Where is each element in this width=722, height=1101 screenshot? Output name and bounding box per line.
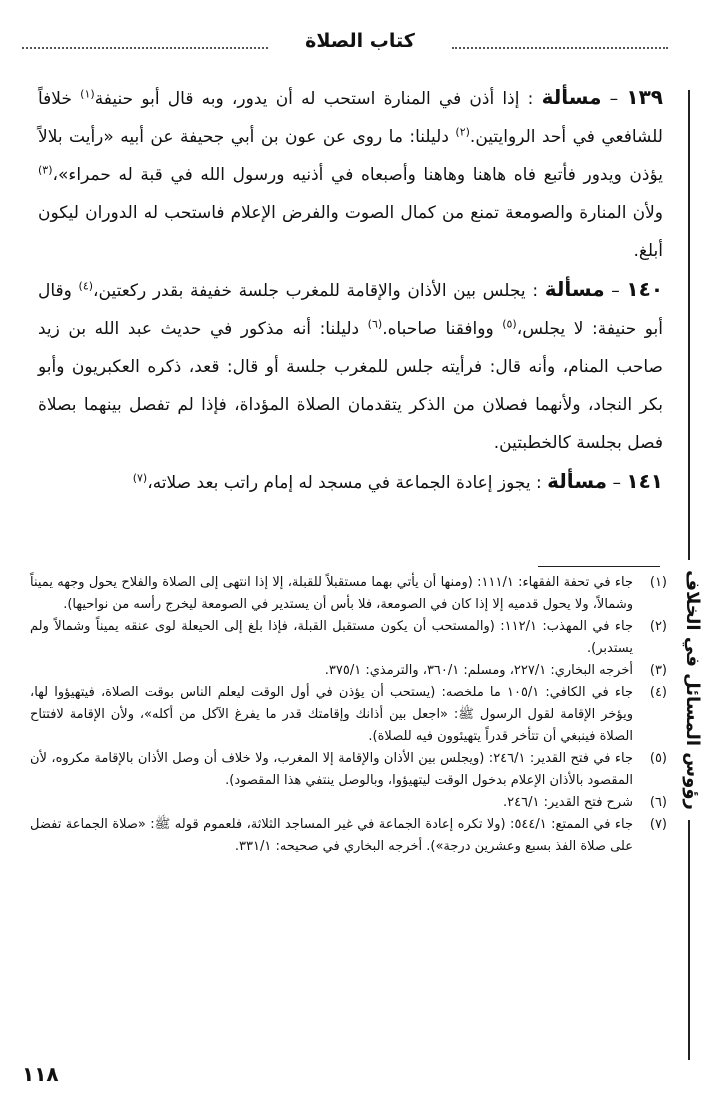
footnote-2 [30,616,667,660]
issue-140-paragraph: ١٤٠ – مسألة : يجلس بين الأذان والإقامة للمغرب جلسة خفيفة بقدر ركعتين،$^{(٤)}$ وقال أبو حنيفة: لا يجلس،$^{(٥)}$ ووافقنا صاحباه.$^{(٦)}$ دليلنا: أنه مذكور في حديث عبد الله بن زيد صاحب المنام، وأنه قال: فرأيته جلس للمغرب جلسة أو قال: قعد، ذكره العكبريون وأبو بكر النجاد، ولأنهما فصلان من الذكر يتقدمان الصلاة المؤداة، فإذا لم تفصل بينهما بصلاة فصل بجلسة كالخطبتين. [38,277,664,453]
footnote-text: جاء في المهذب: ١١٢/١: (والمستحب أن يكون مستقبل القبلة، فإذا بلغ إلى الحيعلة لوى عنقه يميناً وشمالاً ولم يستدبر). [30,619,633,656]
footnote-ref-4[interactable]: (٤) [78,279,94,293]
issue-number: ١٣٩ [626,85,663,109]
page-number: ١١٨ [22,1062,59,1086]
footnote-number: (٢) [649,619,667,634]
footnote-ref-2[interactable]: (٢) [455,125,470,139]
footnote-ref-3[interactable]: (٣) [38,163,53,177]
issue-text: إذا أذن في المنارة استحب له أن يدور، وبه قال أبو حنيفة [94,89,520,109]
issue-text: ووافقنا صاحباه. [382,319,494,339]
main-text [38,78,663,502]
footnote-ref-7[interactable]: (٧) [132,471,148,485]
footnote-text: جاء في الممتع: ٥٤٤/١: (ولا تكره إعادة الجماعة في غير المساجد الثلاثة، فلعموم قوله ﷺ: «صلاة الجماعة تفضل على صلاة الفذ بسبع وعشرين درجة»). أخرجه البخاري في صحيحه: ٣٣١/١. [30,817,633,854]
footnote-number: (٧) [649,817,667,832]
issue-text: وقال أبو حنيفة: لا يجلس، [38,281,663,339]
footnote-number: (١) [649,575,667,590]
footnote-number: (٥) [649,751,667,766]
evidence-text: دليلنا: ما روى عن عون بن أبي جحيفة عن أبيه «رأيت بلالاً يؤذن ويدور فأتبع فاه هاهنا وهاهنا وأصبعاه في أذنيه ورسول الله في قبة له حمراء»، [38,127,663,185]
issue-label: مسألة [547,469,608,493]
header-rule-right [452,47,668,49]
side-running-title: رؤوس المسائل في الخلاف [682,570,703,810]
footnote-number: (٦) [649,795,667,810]
issue-139-paragraph: ١٣٩ – مسألة : إذا أذن في المنارة استحب له أن يدور، وبه قال أبو حنيفة$^{(١)}$ خلافاً للشافعي في أحد الروايتين.$^{(٢)}$ دليلنا: ما روى عن عون بن أبي جحيفة عن أبيه «رأيت بلالاً يؤذن ويدور فأتبع فاه هاهنا وهاهنا وأصبعاه في أذنيه ورسول الله في قبة له حمراء»،$^{(٣)}$ ولأن المنارة والصومعة تمنع من كمال الصوت والفرض الإعلام فاستحب له الدوران ليكون أبلغ. [38,85,663,261]
footnote-3 [30,660,667,682]
footnote-text: جاء في الكافي: ١٠٥/١ ما ملخصه: (يستحب أن يؤذن في أول الوقت ليعلم الناس بوقت الصلاة، فيتهيؤوا لها، ويؤخر الإقامة لقول الرسول ﷺ: «اجعل بين أذانك وإقامتك قدر ما يفرغ الآكل من أكله»، ولأن الإقامة لافتتاح الصلاة فينبغي أن تتأخر قدراً يتهيئوون فيه للصلاة). [30,685,633,744]
issue-text: يجلس بين الأذان والإقامة للمغرب جلسة خفيفة بقدر ركعتين، [93,281,526,301]
evidence-text: دليلنا: أنه مذكور في حديث عبد الله بن زيد صاحب المنام، وأنه قال: فرأيته جلس للمغرب جلسة أو قال: قعد، ذكره العكبريون وأبو بكر النجاد، ولأنهما فصلان من الذكر يتقدمان الصلاة المؤداة، فإذا لم تفصل بينهما بصلاة فصل بجلسة كالخطبتين. [38,319,663,453]
issue-label: مسألة [544,277,605,301]
footnote-text: شرح فتح القدير: ٢٤٦/١. [503,795,633,810]
side-rule-top [688,90,690,560]
footnote-7 [30,814,667,858]
issue-number: ١٤١ [626,469,663,493]
running-header-title: كتاب الصلاة [305,30,415,52]
issue-text: خلافاً للشافعي في أحد الروايتين. [38,89,663,147]
issue-number: ١٤٠ [626,277,664,301]
evidence-text: ولأن المنارة والصومعة تمنع من كمال الصوت والفرض الإعلام فاستحب له الدوران ليكون أبلغ. [38,203,663,261]
footnote-6 [30,792,667,814]
footnote-5 [30,748,667,792]
footnote-ref-5[interactable]: (٥) [502,317,517,331]
footnotes [30,572,667,858]
side-rule-bottom [688,820,690,1060]
header-rule-left [22,47,268,49]
footnote-text: جاء في تحفة الفقهاء: ١١١/١: (ومنها أن يأتي بهما مستقبلاً للقبلة، إلا إذا انتهى إلى الصلاة والفلاح يحول وجهه يميناً وشمالاً، ولا يحول قدميه إلا إذا كان في الصومعة، فلا بأس أن يستدير في الصومعة ليخرج رأسه من نواحيها). [30,575,633,612]
footnote-ref-6[interactable]: (٦) [367,317,383,331]
footnote-4 [30,682,667,748]
footnote-text: أخرجه البخاري: ٢٢٧/١، ومسلم: ٣٦٠/١، والترمذي: ٣٧٥/١. [324,663,633,678]
footnote-separator [538,566,660,567]
footnote-1 [30,572,667,616]
footnote-ref-1[interactable]: (١) [80,87,95,101]
issue-141-paragraph: ١٤١ – مسألة : يجوز إعادة الجماعة في مسجد له إمام راتب بعد صلاته،$^{(٧)}$ [132,469,663,493]
footnote-text: جاء في فتح القدير: ٢٤٦/١: (ويجلس بين الأذان والإقامة إلا المغرب، ولا خلاف أن وصل الأذان بالإقامة مكروه، لأن المقصود بالأذان الإعلام بدخول الوقت ليتهيؤوا، وبالوصل ينتفي هذا المقصود). [30,751,633,788]
footnote-number: (٤) [649,685,667,700]
issue-label: مسألة [541,85,602,109]
issue-text: يجوز إعادة الجماعة في مسجد له إمام راتب بعد صلاته، [147,473,531,493]
footnote-number: (٣) [649,663,667,678]
